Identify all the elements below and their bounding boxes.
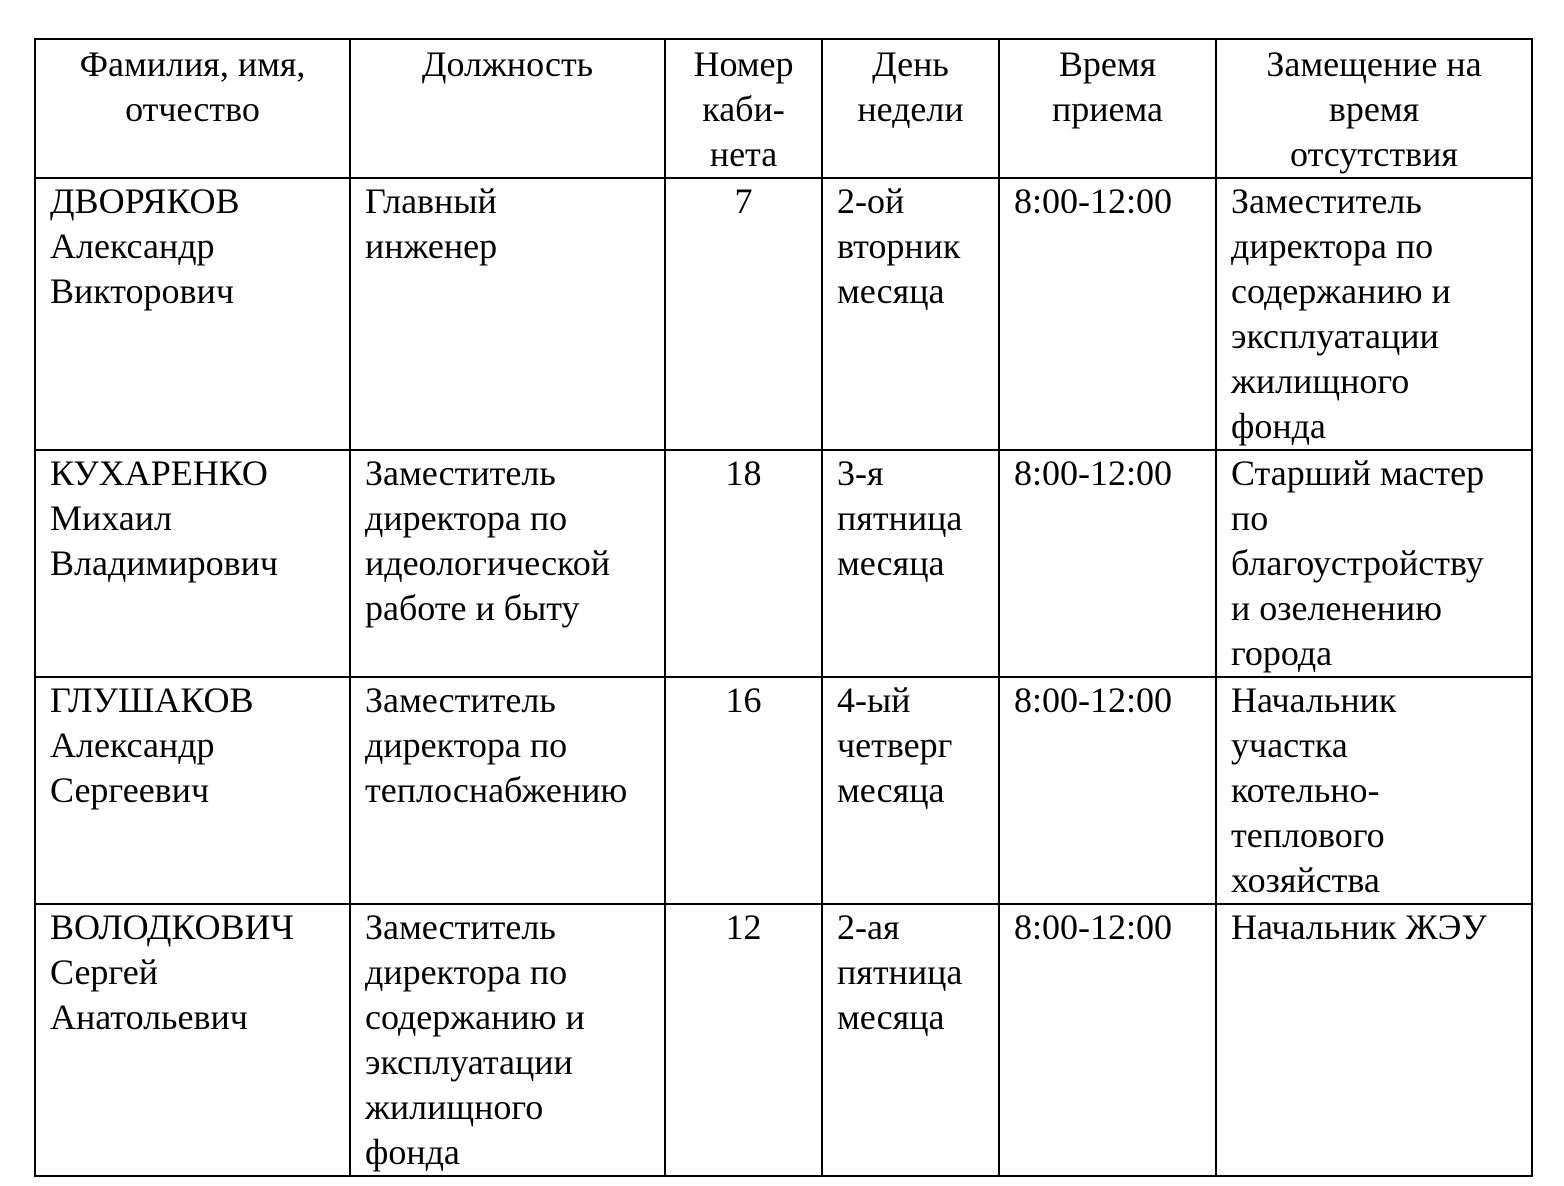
- header-reception-time: Время приема: [999, 39, 1216, 178]
- cell-full-name: ГЛУШАКОВ Александр Сергеевич: [35, 677, 350, 904]
- header-full-name: Фамилия, имя, отчество: [35, 39, 350, 178]
- cell-substitute: Заместитель директора по содержанию и эксплуатации жилищного фонда: [1216, 178, 1532, 450]
- cell-position: Заместитель директора по теплоснабжению: [350, 677, 665, 904]
- table-row: [35, 450, 1532, 677]
- cell-substitute: Старший мастер по благоустройству и озеленению города: [1216, 450, 1532, 677]
- table-header-row: [35, 39, 1532, 178]
- table-row: [35, 904, 1532, 1176]
- table-row: [35, 178, 1532, 450]
- cell-weekday: 4-ый четверг месяца: [822, 677, 999, 904]
- reception-schedule-table: [34, 38, 1533, 1177]
- cell-weekday: 2-ой вторник месяца: [822, 178, 999, 450]
- cell-room-number: 7: [665, 178, 822, 450]
- header-room-number: Номер каби- нета: [665, 39, 822, 178]
- cell-substitute: Начальник участка котельно- теплового хозяйства: [1216, 677, 1532, 904]
- cell-reception-time: 8:00-12:00: [999, 677, 1216, 904]
- header-substitute: Замещение на время отсутствия: [1216, 39, 1532, 178]
- cell-room-number: 16: [665, 677, 822, 904]
- cell-weekday: 3-я пятница месяца: [822, 450, 999, 677]
- cell-full-name: КУХАРЕНКО Михаил Владимирович: [35, 450, 350, 677]
- cell-position: Заместитель директора по содержанию и эксплуатации жилищного фонда: [350, 904, 665, 1176]
- table-row: [35, 677, 1532, 904]
- header-weekday: День недели: [822, 39, 999, 178]
- cell-reception-time: 8:00-12:00: [999, 450, 1216, 677]
- cell-reception-time: 8:00-12:00: [999, 178, 1216, 450]
- cell-reception-time: 8:00-12:00: [999, 904, 1216, 1176]
- cell-room-number: 18: [665, 450, 822, 677]
- cell-position: Главный инженер: [350, 178, 665, 450]
- cell-full-name: ВОЛОДКОВИЧ Сергей Анатольевич: [35, 904, 350, 1176]
- cell-room-number: 12: [665, 904, 822, 1176]
- cell-position: Заместитель директора по идеологической работе и быту: [350, 450, 665, 677]
- header-position: Должность: [350, 39, 665, 178]
- cell-full-name: ДВОРЯКОВ Александр Викторович: [35, 178, 350, 450]
- cell-weekday: 2-ая пятница месяца: [822, 904, 999, 1176]
- cell-substitute: Начальник ЖЭУ: [1216, 904, 1532, 1176]
